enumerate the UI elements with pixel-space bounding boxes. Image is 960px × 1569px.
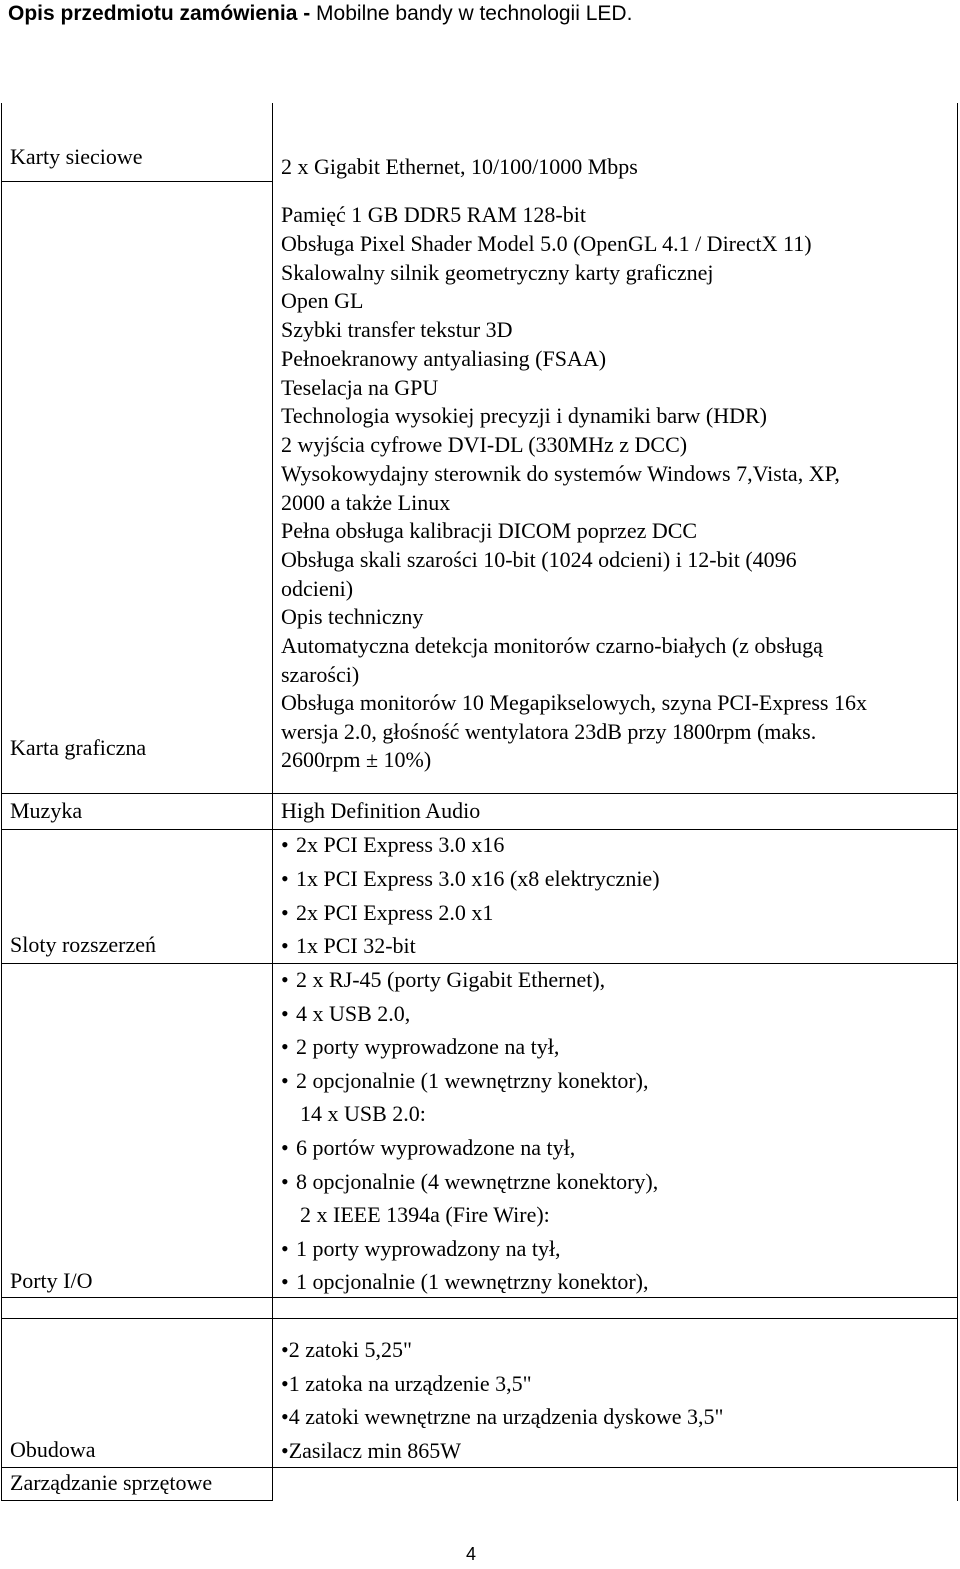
row-value-karty-sieciowe: 2 x Gigabit Ethernet, 10/100/1000 Mbps (281, 154, 638, 179)
bullet-icon: • (281, 1169, 289, 1194)
row-label-muzyka: Muzyka (10, 798, 83, 823)
bullet-icon: • (281, 933, 289, 958)
row-divider (1, 963, 958, 964)
row-divider (1, 1467, 958, 1468)
bullet-item: • 1 porty wyprowadzony na tył, (281, 1236, 561, 1261)
bullet-icon: • (281, 866, 289, 891)
bullet-item: • 1x PCI Express 3.0 x16 (x8 elektrycznie) (281, 866, 660, 891)
spec-line: Opis techniczny (281, 604, 424, 629)
row-label-karta-graficzna: Karta graficzna (10, 735, 147, 760)
spec-line: 2 wyjścia cyfrowe DVI-DL (330MHz z DCC) (281, 432, 688, 457)
bullet-item: • 2 opcjonalnie (1 wewnętrzny konektor), (281, 1068, 649, 1093)
spec-line: 2000 a także Linux (281, 490, 451, 515)
spec-line: Open GL (281, 288, 364, 313)
spec-line: szarości) (281, 662, 360, 687)
spec-line: Szybki transfer tekstur 3D (281, 317, 513, 342)
row-label-porty: Porty I/O (10, 1268, 93, 1293)
title-rest: Mobilne bandy w technologii LED. (316, 2, 633, 25)
bullet-item: • 6 portów wyprowadzone na tył, (281, 1135, 576, 1160)
table-border-left (1, 103, 2, 1501)
sub-heading: 2 x IEEE 1394a (Fire Wire): (300, 1202, 550, 1227)
bullet-item: • 2x PCI Express 3.0 x16 (281, 832, 505, 857)
bullet-icon: • (281, 1236, 289, 1261)
spec-line: Teselacja na GPU (281, 375, 439, 400)
bullet-icon: • (281, 1068, 289, 1093)
row-label-karty-sieciowe: Karty sieciowe (10, 144, 143, 169)
bullet-item: • 1 opcjonalnie (1 wewnętrzny konektor), (281, 1269, 649, 1294)
page-number: 4 (466, 1544, 477, 1564)
sub-heading: 14 x USB 2.0: (300, 1101, 426, 1126)
bullet-icon: • (281, 967, 289, 992)
table-border-mid (272, 103, 273, 1501)
spec-line: Obsługa skali szarości 10-bit (1024 odcieni) i 12-bit (4096 (281, 547, 797, 572)
bullet-icon: • (281, 900, 289, 925)
row-label-sloty: Sloty rozszerzeń (10, 932, 156, 957)
spec-line: Pamięć 1 GB DDR5 RAM 128-bit (281, 202, 586, 227)
bullet-icon: • (281, 1135, 289, 1160)
spec-line: Skalowalny silnik geometryczny karty graficznej (281, 260, 714, 285)
bullet-item: • 4 x USB 2.0, (281, 1001, 411, 1026)
spec-line: Obsługa Pixel Shader Model 5.0 (OpenGL 4.1 / DirectX 11) (281, 231, 812, 256)
bullet-item: • 2 porty wyprowadzone na tył, (281, 1034, 560, 1059)
bullet-item: •4 zatoki wewnętrzne na urządzenia dyskowe 3,5" (281, 1404, 724, 1429)
bullet-item: •2 zatoki 5,25" (281, 1337, 412, 1362)
row-label-obudowa: Obudowa (10, 1437, 96, 1462)
table-border-bottom (1, 1500, 273, 1501)
row-divider (1, 829, 958, 830)
bullet-item: • 2 x RJ-45 (porty Gigabit Ethernet), (281, 967, 606, 992)
spec-line: Pełna obsługa kalibracji DICOM poprzez DCC (281, 518, 698, 543)
spec-line: Pełnoekranowy antyaliasing (FSAA) (281, 346, 607, 371)
spec-line: Automatyczna detekcja monitorów czarno-białych (z obsługą (281, 633, 823, 658)
bullet-item: • 1x PCI 32-bit (281, 933, 416, 958)
bullet-item: • 8 opcjonalnie (4 wewnętrzne konektory), (281, 1169, 659, 1194)
bullet-item: •1 zatoka na urządzenie 3,5" (281, 1371, 532, 1396)
bullet-item: • 2x PCI Express 2.0 x1 (281, 900, 494, 925)
spec-line: Obsługa monitorów 10 Megapikselowych, szyna PCI-Express 16x (281, 690, 867, 715)
row-divider (1, 1297, 958, 1298)
row-value-muzyka: High Definition Audio (281, 798, 481, 823)
row-label-zarzadzanie: Zarządzanie sprzętowe (10, 1470, 213, 1495)
spec-line: 2600rpm ± 10%) (281, 747, 432, 772)
spec-line: odcieni) (281, 576, 354, 601)
page-title (8, 0, 632, 28)
bullet-icon: • (281, 1034, 289, 1059)
row-divider (1, 793, 958, 794)
bullet-icon: • (281, 1001, 289, 1026)
row-divider (1, 1318, 958, 1319)
row-divider (1, 181, 273, 182)
spec-line: Technologia wysokiej precyzji i dynamiki barw (HDR) (281, 403, 767, 428)
bullet-icon: • (281, 1269, 289, 1294)
bullet-item: •Zasilacz min 865W (281, 1438, 461, 1463)
table-border-right (957, 103, 958, 1501)
spec-line: wersja 2.0, głośność wentylatora 23dB przy 1800rpm (maks. (281, 719, 817, 744)
bullet-icon: • (281, 832, 289, 857)
spec-line: Wysokowydajny sterownik do systemów Windows 7,Vista, XP, (281, 461, 840, 486)
title-bold: Opis przedmiotu zamówienia - (8, 2, 311, 25)
